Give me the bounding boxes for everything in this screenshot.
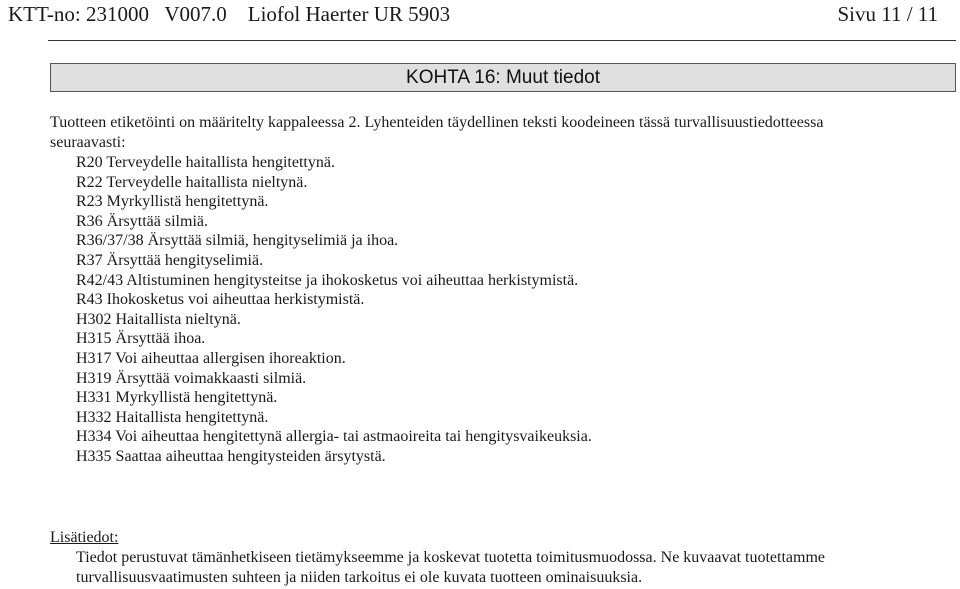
hazard-phrase: H332 Haitallista hengitettynä.: [76, 408, 269, 426]
page-number: Sivu 11 / 11: [837, 2, 938, 26]
hazard-phrase: R20 Terveydelle haitallista hengitettynä.: [76, 154, 335, 171]
hazard-phrase: H302 Haitallista nieltynä.: [76, 310, 241, 328]
hazard-phrase: H319 Ärsyttää voimakkaasti silmiä.: [76, 369, 307, 387]
additional-info-body: Tiedot perustuvat tämänhetkiseen tietämykseemme ja koskevat tuotetta toimitusmuodossa. Ne kuvaavat tuotettamme turvallisuusvaatimusten suhteen ja niiden tarkoitus ei ole kuvata tuotteen ominaisuuksia.: [76, 549, 826, 586]
section-title: KOHTA 16: Muut tiedot: [406, 67, 600, 88]
hazard-phrase: R36/37/38 Ärsyttää silmiä, hengityselimiä ja ihoa.: [76, 232, 399, 250]
intro-paragraph: [50, 113, 930, 153]
hazard-phrase-list: [76, 153, 592, 467]
hazard-phrase: H335 Saattaa aiheuttaa hengitysteiden ärsytystä.: [76, 447, 386, 465]
hazard-phrase: H317 Voi aiheuttaa allergisen ihoreaktion.: [76, 349, 346, 367]
section-heading-box: [50, 63, 956, 92]
intro-line: Tuotteen etiketöinti on määritelty kappaleessa 2. Lyhenteiden täydellinen teksti koodeineen tässä turvallisuustiedotteessa: [50, 114, 824, 131]
hazard-phrase: R43 Ihokosketus voi aiheuttaa herkistymistä.: [76, 291, 365, 309]
hazard-phrase: R36 Ärsyttää silmiä.: [76, 212, 208, 230]
additional-info-heading: Lisätiedot:: [50, 529, 119, 546]
document-header: [6, 0, 952, 32]
additional-info: [50, 528, 930, 588]
hazard-phrase: R37 Ärsyttää hengityselimiä.: [76, 251, 264, 269]
hazard-phrase: R23 Myrkyllistä hengitettynä.: [76, 193, 269, 211]
header-divider: [48, 40, 956, 41]
hazard-phrase: R22 Terveydelle haitallista nieltynä.: [76, 173, 308, 191]
hazard-phrase: H331 Myrkyllistä hengitettynä.: [76, 389, 278, 407]
hazard-phrase: H315 Ärsyttää ihoa.: [76, 330, 206, 348]
hazard-phrase: R42/43 Altistuminen hengitysteitse ja ihokosketus voi aiheuttaa herkistymistä.: [76, 271, 579, 289]
hazard-phrase: H334 Voi aiheuttaa hengitettynä allergia- tai astmaoireita tai hengitysvaikeuksia.: [76, 428, 592, 446]
document-id: KTT-no: 231000 V007.0 Liofol Haerter UR 5903: [8, 2, 451, 26]
intro-line: seuraavasti:: [50, 134, 126, 151]
